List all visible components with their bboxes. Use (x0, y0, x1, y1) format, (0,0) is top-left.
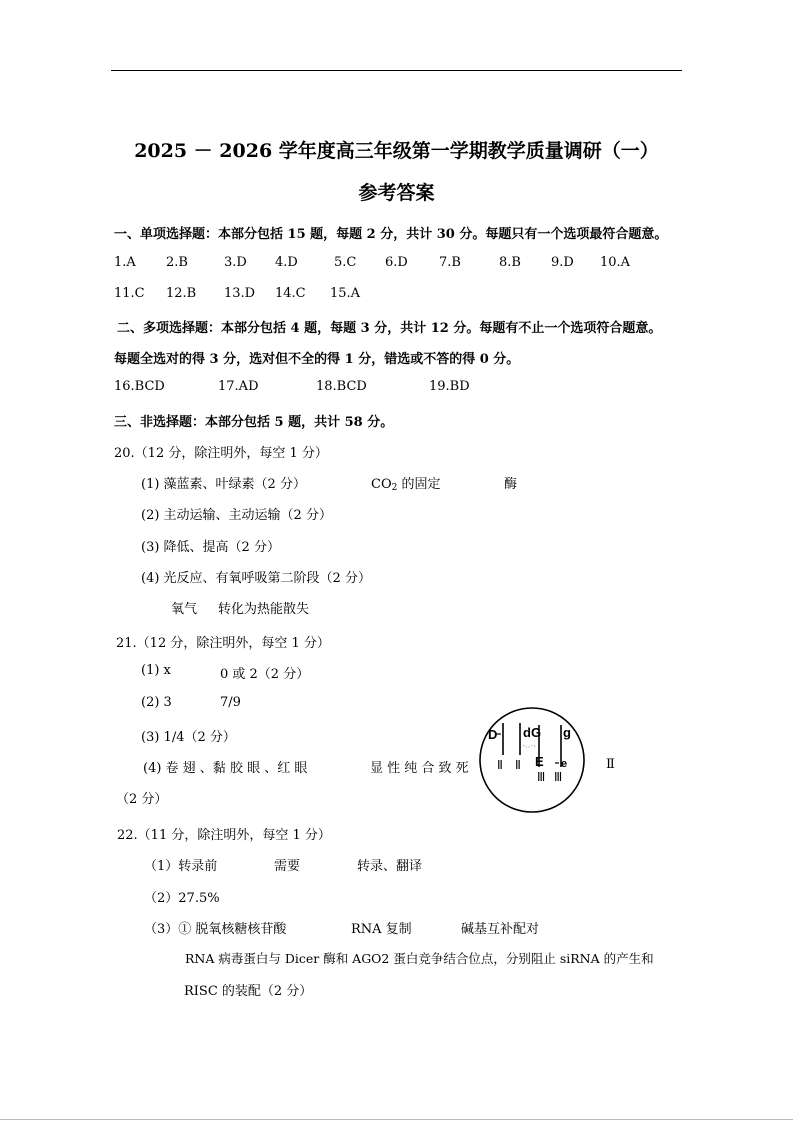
q22-answer-3a: （3）① 脱氧核糖核苷酸 (144, 922, 287, 937)
section2-heading-1: 二、多项选择题：本部分包括 4 题，每题 3 分，共计 12 分。每题有不止一个选项符合题意。 (117, 321, 662, 336)
q21-answer-4c: Ⅱ (606, 757, 615, 772)
q21-answer-4a: (4) 卷 翅 、黏 胶 眼 、红 眼 (143, 761, 308, 776)
q20-answer-1a: (1) 藻蓝素、叶绿素（2 分） (141, 477, 306, 492)
q20-answer-3: (3) 降低、提高（2 分） (141, 540, 280, 555)
answer-7: 7.B (439, 255, 461, 270)
chromosome-label-4: Ⅲ (554, 770, 563, 784)
answer-6: 6.D (385, 255, 408, 270)
header-rule (111, 70, 682, 71)
q21-answer-5: （2 分） (116, 792, 168, 807)
answer-3: 3.D (224, 255, 247, 270)
q22-answer-2: （2）27.5% (144, 891, 220, 906)
q22-header: 22.（11 分，除注明外，每空 1 分） (117, 828, 331, 843)
q21-answer-4b: 显 性 纯 合 致 死 (370, 761, 469, 776)
section2-heading-2: 每题全选对的得 3 分，选对但不全的得 1 分，错选或不答的得 0 分。 (114, 352, 520, 367)
answer-10: 10.A (600, 255, 631, 270)
q20-answer-1b (371, 473, 440, 493)
page-subtitle: 参考答案 (358, 182, 435, 204)
q20-co-subscript: 2 (391, 483, 398, 493)
q21-answer-1a: (1) x (141, 663, 171, 678)
q22-answer-1b: 需要 (274, 859, 301, 874)
q20-answer-2: (2) 主动运输、主动运输（2 分） (141, 508, 332, 523)
answer-1: 1.A (114, 255, 136, 270)
q20-co-text: CO (371, 477, 392, 492)
chromosome-label-1: Ⅱ (497, 758, 503, 772)
answer-18: 18.BCD (316, 379, 367, 394)
answer-19: 19.BD (429, 379, 470, 394)
answer-17: 17.AD (218, 379, 259, 394)
answer-4: 4.D (275, 255, 298, 270)
q22-answer-4: RNA 病毒蛋白与 Dicer 酶和 AGO2 蛋白竞争结合位点，分别阻止 siRNA 的产生和 (185, 951, 654, 966)
q22-answer-3c: 碱基互补配对 (461, 922, 540, 937)
q22-answer-1c: 转录、翻译 (357, 859, 423, 874)
q21-header: 21.（12 分，除注明外，每空 1 分） (116, 636, 330, 651)
footer-rule (0, 1119, 793, 1120)
answer-9: 9.D (551, 255, 574, 270)
q21-answer-3: (3) 1/4（2 分） (141, 730, 236, 745)
chromosome-label-3: Ⅲ (537, 770, 546, 784)
section1-heading: 一、单项选择题：本部分包括 15 题，每题 2 分，共计 30 分。每题只有一个选项最符合题意。 (114, 227, 668, 242)
q20-fixation-text: 的固定 (397, 477, 441, 492)
section3-heading: 三、非选择题：本部分包括 5 题，共计 58 分。 (114, 415, 394, 430)
q22-answer-5: RISC 的装配（2 分） (184, 984, 313, 999)
gene-label-dg: dG (523, 725, 542, 740)
answer-15: 15.A (330, 286, 361, 301)
gene-label-upper-e: E (535, 754, 544, 769)
answer-13: 13.D (224, 286, 256, 301)
q20-answer-4: (4) 光反应、有氧呼吸第二阶段（2 分） (141, 571, 371, 586)
q20-answer-1c: 酶 (504, 477, 518, 492)
page-title: 2025 － 2026 学年度高三年级第一学期教学质量调研（一） (134, 140, 659, 162)
q22-answer-1a: （1）转录前 (144, 859, 218, 874)
chromosome-diagram (477, 705, 587, 815)
q20-answer-5b: 转化为热能散失 (218, 602, 310, 617)
answer-8: 8.B (499, 255, 521, 270)
crossover-mark (523, 745, 536, 748)
q20-answer-5a: 氧气 (171, 602, 198, 617)
q22-answer-3b: RNA 复制 (351, 922, 412, 937)
answer-14: 14.C (275, 286, 306, 301)
q21-answer-1b: 0 或 2（2 分） (220, 667, 310, 682)
answer-12: 12.B (166, 286, 197, 301)
answer-11: 11.C (114, 286, 145, 301)
cell-circle (480, 708, 584, 812)
answer-5: 5.C (334, 255, 357, 270)
q21-answer-2a: (2) 3 (141, 695, 172, 710)
gene-label-lower-e: e (561, 758, 568, 770)
q21-answer-2b: 7/9 (220, 695, 241, 710)
answer-2: 2.B (166, 255, 188, 270)
gene-label-g: g (563, 725, 571, 740)
gene-label-d: D (488, 727, 498, 742)
chromosome-label-2: Ⅱ (515, 758, 521, 772)
q20-header: 20.（12 分，除注明外，每空 1 分） (114, 446, 328, 461)
answer-16: 16.BCD (114, 379, 165, 394)
